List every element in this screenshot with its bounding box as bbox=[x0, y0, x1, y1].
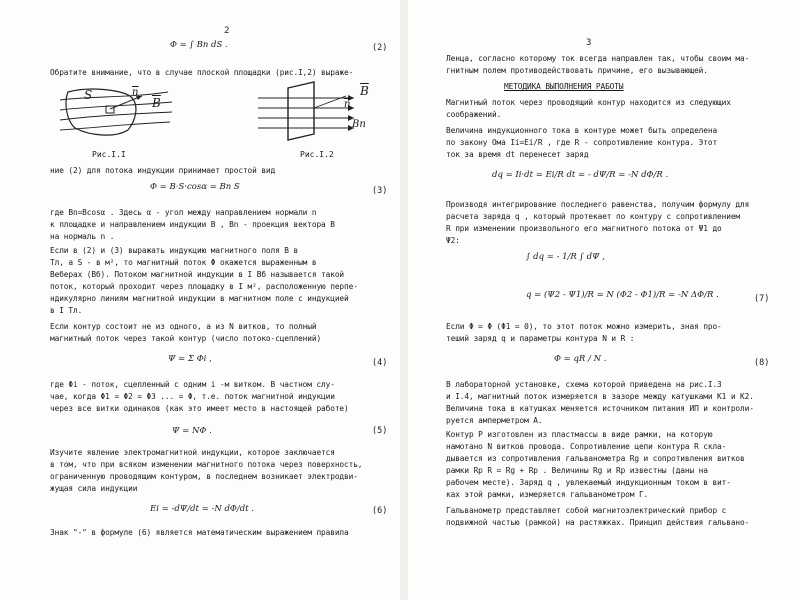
figure-label-n: $\overline{n}$ bbox=[344, 99, 351, 110]
paragraph-line: по закону Ома Ii=Ei/R , где R - сопротивление контура. Этот bbox=[446, 138, 718, 147]
paragraph-line: теший заряд q и параметры контура N и R : bbox=[446, 334, 635, 343]
figure-caption-1-2: Рис.I.2 bbox=[300, 150, 334, 159]
paragraph-line: подвижной частью (рамкой) на растяжках. Принцип действия гальвано- bbox=[446, 518, 750, 527]
paragraph-line: магнитный поток через такой контур (число потоко-сцеплений) bbox=[50, 334, 322, 343]
paragraph-line: Изучите явление электромагнитной индукции, которое заключается bbox=[50, 448, 335, 457]
paragraph-line: Магнитный поток через проводящий контур находится из следующих bbox=[446, 98, 731, 107]
paragraph-line: на нормаль n . bbox=[50, 232, 115, 241]
right-page bbox=[408, 0, 800, 600]
paragraph-line: рамки Rp R = Rg + Rp . Величины Rg и Rp известны (даны на bbox=[446, 466, 708, 475]
page-number: 3 bbox=[586, 38, 592, 48]
equation-number: (7) bbox=[754, 294, 770, 304]
paragraph-line: поток, который проходит через площадку в I м², расположенную перпе- bbox=[50, 282, 358, 291]
equation-number: (4) bbox=[372, 358, 388, 368]
paragraph-line: Если контур состоит не из одного, а из N витков, то полный bbox=[50, 322, 317, 331]
paragraph-line: Знак "-" в формуле (6) является математическим выражением правила bbox=[50, 528, 349, 537]
paragraph-line: в том, что при всяком изменении магнитного потока через поверхность, bbox=[50, 460, 363, 469]
paragraph-line: через все витки одинаков (как это имеет место в настоящей работе) bbox=[50, 404, 349, 413]
paragraph-line: и I.4, магнитный поток измеряется в зазоре между катушками K1 и K2. bbox=[446, 392, 754, 401]
figure-label-B: $\overline{B}$ bbox=[152, 96, 161, 110]
equation-number: (5) bbox=[372, 426, 388, 436]
paragraph-line: ках этой рамки, измеряется гальванометром Г. bbox=[446, 490, 649, 499]
equation-6: Ei = -dΨ/dt = -N dΦ/dt . bbox=[150, 504, 255, 514]
figure-1-1 bbox=[60, 82, 180, 144]
paragraph-line: гнитным полем противодействовать причине, его вызывающей. bbox=[446, 66, 708, 75]
paragraph-line: Если в (2) и (3) выражать индукцию магнитного поля B в bbox=[50, 246, 299, 255]
equation-integral: ∫ dq = - 1/R ∫ dΨ , bbox=[526, 252, 605, 262]
paragraph-line: Тл, а S - в м², то магнитный поток Φ окажется выраженным в bbox=[50, 258, 317, 267]
equation-7: q = (Ψ2 - Ψ1)/R = N (Φ2 - Φ1)/R = -N ΔΦ/R . bbox=[526, 290, 719, 300]
paragraph-line: намотано N витков провода. Сопротивление цепи контура R скла- bbox=[446, 442, 727, 451]
paragraph-line: расчета заряда q , который протекает по контуру с сопротивлением bbox=[446, 212, 741, 221]
equation-4: Ψ = Σ Φi , bbox=[168, 354, 212, 364]
equation-number: (2) bbox=[372, 43, 388, 53]
paragraph-line: ние (2) для потока индукции принимает простой вид bbox=[50, 166, 276, 175]
paragraph-line: дывается из сопротивления гальванометра Rg и сопротивления витков bbox=[446, 454, 745, 463]
equation-number: (3) bbox=[372, 186, 388, 196]
paragraph-line: Величина тока в катушках меняется источником питания ИП и контроли- bbox=[446, 404, 754, 413]
paragraph-line: Гальванометр представляет собой магнитоэлектрический прибор с bbox=[446, 506, 727, 515]
section-heading: МЕТОДИКА ВЫПОЛНЕНИЯ РАБОТЫ bbox=[504, 82, 624, 91]
paragraph-line: где Bn=Bcosα . Здесь α - угол между направлением нормали n bbox=[50, 208, 317, 217]
paragraph-line: к площадке и направлением индукции B , Bn - проекция вектора B bbox=[50, 220, 335, 229]
paragraph-line: рабочем месте). Заряд q , увлекаемый индукционным током в вит- bbox=[446, 478, 731, 487]
paragraph-line: жущая сила индукции bbox=[50, 484, 138, 493]
paragraph-line: Ленца, согласно которому ток всегда направлен так, чтобы своим ма- bbox=[446, 54, 750, 63]
paragraph-line: Производя интегрирование последнего равенства, получим формулу для bbox=[446, 200, 750, 209]
page-number: 2 bbox=[224, 26, 230, 36]
paragraph-line: Если Φ = Φ (Φ1 = 0), то этот поток можно измерить, зная про- bbox=[446, 322, 722, 331]
paragraph-line: Контур P изготовлен из пластмассы в виде рамки, на которую bbox=[446, 430, 713, 439]
equation-5: Ψ = NΦ . bbox=[172, 426, 212, 436]
paragraph-line: Величина индукционного тока в контуре может быть определена bbox=[446, 126, 718, 135]
equation-number: (8) bbox=[754, 358, 770, 368]
paragraph-line: соображений. bbox=[446, 110, 502, 119]
equation-number: (6) bbox=[372, 506, 388, 516]
figure-label-S: S bbox=[84, 88, 93, 102]
paragraph-line: руется амперметром А. bbox=[446, 416, 543, 425]
paragraph-line: Ψ2: bbox=[446, 236, 460, 245]
paragraph-line: R при изменении произвольного его магнитного потока от Ψ1 до bbox=[446, 224, 722, 233]
figure-caption-1-1: Рис.I.I bbox=[92, 150, 126, 159]
paragraph-line: В лабораторной установке, схема которой приведена на рис.I.3 bbox=[446, 380, 722, 389]
figure-label-n: $\overline{n}$ bbox=[132, 87, 139, 98]
paragraph-line: ток за время dt перенесет заряд bbox=[446, 150, 589, 159]
paragraph-line: Обратите внимание, что в случае плоской площадки (рис.I,2) выраже- bbox=[50, 68, 354, 77]
equation-8: Φ = qR / N . bbox=[554, 354, 607, 364]
equation-3: Φ = B·S·cosα = Bn S bbox=[150, 182, 240, 192]
paragraph-line: где Φi - поток, сцепленный с одним i -м витком. В частном слу- bbox=[50, 380, 335, 389]
equation-dq: dq = Ii·dt = Ei/R dt = - dΨ/R = -N dΦ/R . bbox=[492, 170, 669, 180]
figure-label-B: $\overline{B}$ bbox=[360, 84, 369, 98]
paragraph-line: чае, когда Φ1 = Φ2 = Φ3 ... = Φ, т.е. поток магнитной индукции bbox=[50, 392, 335, 401]
paragraph-line: ндикулярно линиям магнитной индукции в магнитном поле с индукцией bbox=[50, 294, 349, 303]
equation-2: Φ = ∫ Bn dS . bbox=[170, 40, 228, 50]
paragraph-line: в I Тл. bbox=[50, 306, 83, 315]
paragraph-line: Веберах (Вб). Потоком магнитной индукции в I Вб называется такой bbox=[50, 270, 345, 279]
page-gutter bbox=[400, 0, 408, 600]
figure-label-Bn: Bn bbox=[352, 119, 366, 130]
paragraph-line: ограниченную проводящим контуром, в последнем возникает электродви- bbox=[50, 472, 358, 481]
